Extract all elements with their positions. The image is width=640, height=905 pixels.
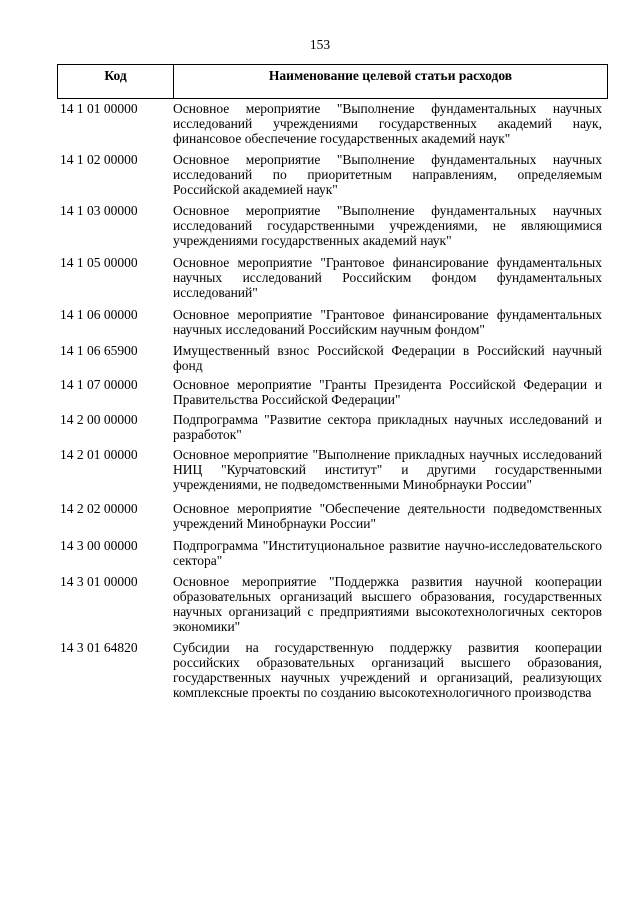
row-code: 14 1 07 00000 <box>60 377 138 392</box>
table-row <box>0 640 640 700</box>
row-code: 14 3 01 64820 <box>60 640 138 655</box>
table-row <box>0 447 640 492</box>
table-row <box>0 101 640 146</box>
row-name: Основное мероприятие "Выполнение фундаментальных научных исследований учреждениями государственных академий наук, финансовое обеспечение государственных академий наук" <box>173 101 602 146</box>
row-code: 14 2 01 00000 <box>60 447 138 462</box>
row-code: 14 3 01 00000 <box>60 574 138 589</box>
row-code: 14 1 03 00000 <box>60 203 138 218</box>
table-row <box>0 152 640 197</box>
table-row <box>0 203 640 248</box>
table-row <box>0 538 640 568</box>
row-code: 14 1 06 65900 <box>60 343 138 358</box>
header-name-label: Наименование целевой статьи расходов <box>268 68 513 83</box>
table-row <box>0 377 640 407</box>
table-row <box>0 255 640 300</box>
row-name: Основное мероприятие "Выполнение фундаментальных научных исследований государственными учреждениями, не являющимися учреждениями государственных академий наук" <box>173 203 602 248</box>
table-body <box>0 101 640 700</box>
row-name: Субсидии на государственную поддержку развития кооперации российских образовательных организаций высшего образования, государственных научных учреждений и организаций, реализующих комплексные проекты по созданию высокотехнологичного производства <box>173 640 602 700</box>
row-name: Основное мероприятие "Грантовое финансирование фундаментальных научных исследований Российским научным фондом" <box>173 307 602 337</box>
row-name: Основное мероприятие "Выполнение прикладных научных исследований НИЦ "Курчатовский институт" и другими государственными учреждениями, не подведомственными Минобрнауки России" <box>173 447 602 492</box>
row-code: 14 1 05 00000 <box>60 255 138 270</box>
row-code: 14 2 02 00000 <box>60 501 138 516</box>
table-row <box>0 501 640 531</box>
row-name: Основное мероприятие "Выполнение фундаментальных научных исследований по приоритетным направлениям, определяемым Российской академией наук" <box>173 152 602 197</box>
table-row <box>0 343 640 373</box>
row-code: 14 1 06 00000 <box>60 307 138 322</box>
row-name: Основное мероприятие "Обеспечение деятельности подведомственных учреждений Минобрнауки России" <box>173 501 602 531</box>
row-name: Подпрограмма "Развитие сектора прикладных научных исследований и разработок" <box>173 412 602 442</box>
table-row <box>0 574 640 634</box>
table-row <box>0 307 640 337</box>
row-code: 14 3 00 00000 <box>60 538 138 553</box>
table-header <box>57 64 608 99</box>
row-code: 14 1 01 00000 <box>60 101 138 116</box>
page-number: 153 <box>309 37 331 52</box>
table-row <box>0 412 640 442</box>
header-code-label: Код <box>104 68 127 83</box>
row-name: Основное мероприятие "Поддержка развития научной кооперации образовательных организаций высшего образования, государственных научных организаций с предприятиями высокотехнологичных секторов экономики" <box>173 574 602 634</box>
row-name: Имущественный взнос Российской Федерации в Российский научный фонд <box>173 343 602 373</box>
row-code: 14 1 02 00000 <box>60 152 138 167</box>
row-name: Основное мероприятие "Грантовое финансирование фундаментальных научных исследований Российским фондом фундаментальных исследований" <box>173 255 602 300</box>
row-name: Основное мероприятие "Гранты Президента Российской Федерации и Правительства Российской Федерации" <box>173 377 602 407</box>
row-name: Подпрограмма "Институциональное развитие научно-исследовательского сектора" <box>173 538 602 568</box>
row-code: 14 2 00 00000 <box>60 412 138 427</box>
